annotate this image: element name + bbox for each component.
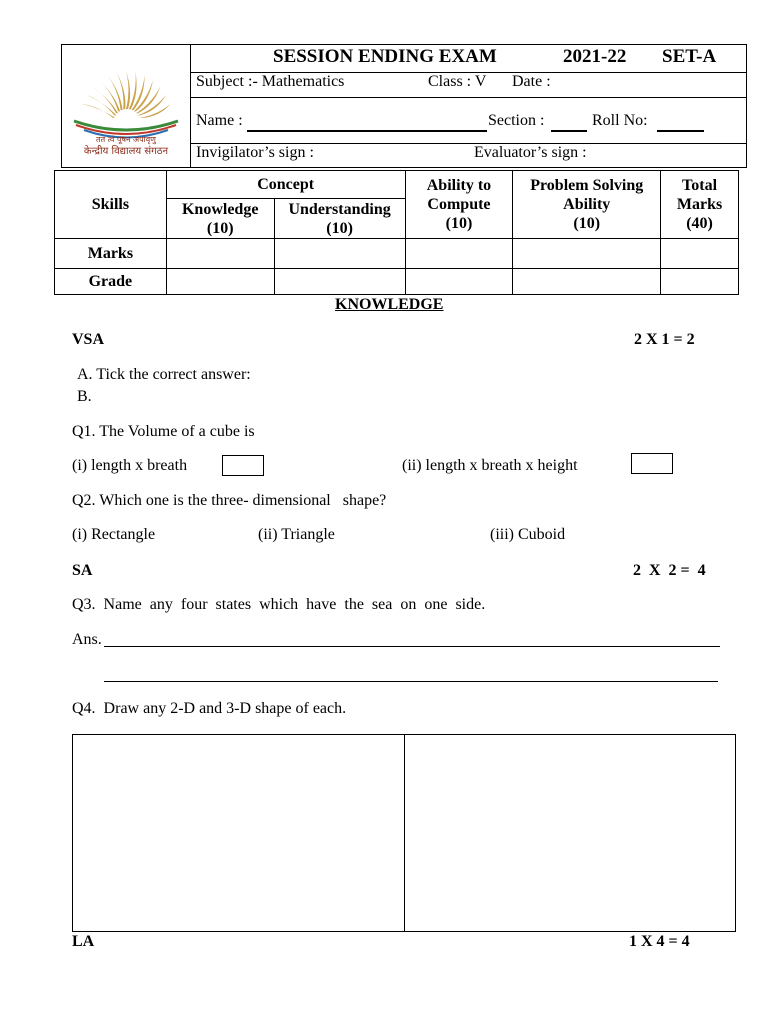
- knowledge-text: Knowledge: [181, 200, 259, 218]
- q3-text: Q3. Name any four states which have the sea on one side.: [72, 596, 486, 613]
- grade-cell[interactable]: [405, 269, 513, 295]
- drawing-area: [72, 734, 736, 932]
- q2-option-3: (iii) Cuboid: [490, 526, 566, 543]
- section-label: Section :: [488, 112, 545, 129]
- ps-marks: (10): [573, 215, 601, 232]
- q1-option-2-checkbox[interactable]: [631, 453, 673, 474]
- answer-line[interactable]: [104, 681, 718, 682]
- vsa-marks: 2 X 1 = 2: [634, 331, 695, 348]
- roll-label: Roll No:: [592, 112, 648, 129]
- q2-option-2: (ii) Triangle: [258, 526, 335, 543]
- understanding-text: Understanding: [288, 200, 391, 218]
- class-label: Class : V: [428, 73, 487, 90]
- knowledge-header: [166, 199, 274, 239]
- answer-line[interactable]: [104, 646, 720, 647]
- grade-row-label: Grade: [55, 269, 167, 295]
- ability-text: Ability: [563, 196, 611, 213]
- evaluator-sign: Evaluator’s sign :: [474, 144, 587, 161]
- exam-year: 2021-22: [563, 46, 627, 67]
- q1-option-1-checkbox[interactable]: [222, 455, 264, 476]
- logo-ray: [126, 71, 130, 109]
- problem-solving-header: [513, 171, 661, 239]
- understanding-marks: (10): [326, 219, 353, 237]
- marks-cell[interactable]: [166, 239, 274, 269]
- logo-motto: तत त्वं पूषन अपावृणु: [96, 135, 156, 144]
- marks-row-label: Marks: [55, 239, 167, 269]
- compute-text: Compute: [427, 196, 491, 213]
- total-header: [661, 171, 739, 239]
- name-field[interactable]: [247, 130, 487, 132]
- section-heading: KNOWLEDGE: [335, 296, 444, 313]
- marks-table: [54, 170, 739, 295]
- exam-header: [61, 44, 747, 168]
- roll-field[interactable]: [657, 130, 704, 132]
- marks-cell[interactable]: [405, 239, 513, 269]
- date-label: Date :: [512, 73, 551, 90]
- instruction-a: A. Tick the correct answer:: [77, 366, 251, 383]
- vsa-label: VSA: [72, 331, 105, 348]
- drawing-box-2d[interactable]: [73, 735, 405, 931]
- logo-ray: [99, 80, 120, 111]
- total-marks: (40): [686, 215, 713, 232]
- q2-text: Q2. Which one is the three- dimensional shape?: [72, 492, 387, 509]
- grade-cell[interactable]: [513, 269, 661, 295]
- total-marks-label: Marks: [676, 196, 723, 213]
- drawing-box-3d[interactable]: [404, 735, 735, 931]
- concept-header: Concept: [166, 171, 405, 199]
- total-text: Total: [682, 177, 718, 194]
- title-row: [190, 45, 746, 73]
- grade-cell[interactable]: [274, 269, 405, 295]
- grade-cell[interactable]: [166, 269, 274, 295]
- sa-marks: 2 X 2 = 4: [633, 562, 706, 579]
- section-field[interactable]: [551, 130, 587, 132]
- understanding-header: [274, 199, 405, 239]
- compute-marks: (10): [445, 215, 473, 232]
- skills-header: Skills: [55, 171, 167, 239]
- q4-text: Q4. Draw any 2-D and 3-D shape of each.: [72, 700, 347, 717]
- marks-cell[interactable]: [274, 239, 405, 269]
- ability-to-text: Ability to: [426, 177, 492, 194]
- q1-option-1: (i) length x breath: [72, 457, 188, 474]
- kvs-logo-icon: [62, 45, 190, 145]
- q1-option-2: (ii) length x breath x height: [402, 457, 578, 474]
- sa-label: SA: [72, 562, 93, 579]
- marks-cell[interactable]: [513, 239, 661, 269]
- logo-ray: [131, 75, 144, 110]
- invigilator-sign: Invigilator’s sign :: [196, 144, 314, 161]
- subject-row: [190, 72, 746, 98]
- logo-caption: केन्द्रीय विद्यालय संगठन: [83, 146, 169, 157]
- q2-option-1: (i) Rectangle: [72, 526, 156, 543]
- compute-header: [405, 171, 513, 239]
- subject-label: Subject :- Mathematics: [196, 73, 345, 90]
- exam-title: SESSION ENDING EXAM: [273, 46, 497, 67]
- la-label: LA: [72, 933, 95, 950]
- logo-cell: [62, 45, 191, 167]
- q1-text: Q1. The Volume of a cube is: [72, 423, 255, 440]
- marks-cell[interactable]: [661, 239, 739, 269]
- exam-set: SET-A: [662, 46, 717, 67]
- q3-ans-label: Ans.: [72, 631, 102, 648]
- sign-row: [190, 143, 746, 167]
- instruction-b: B.: [77, 388, 92, 405]
- problem-solving-text: Problem Solving: [530, 177, 644, 194]
- knowledge-marks: (10): [206, 219, 234, 237]
- la-marks: 1 X 4 = 4: [629, 933, 690, 950]
- logo-ray: [139, 104, 171, 118]
- logo-ray: [81, 104, 115, 118]
- name-row: [190, 97, 746, 144]
- grade-cell[interactable]: [661, 269, 739, 295]
- name-label: Name :: [196, 112, 243, 129]
